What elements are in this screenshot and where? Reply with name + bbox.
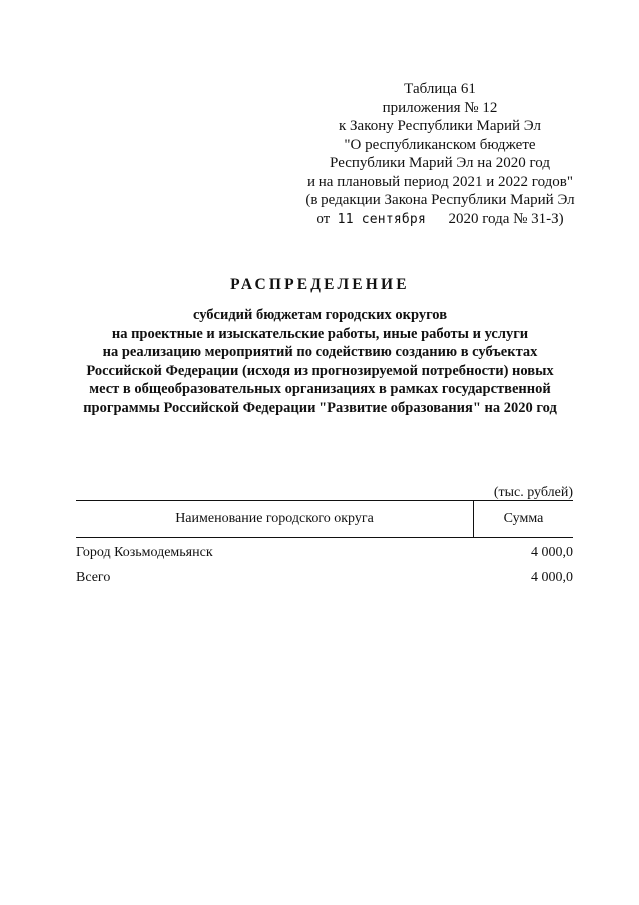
total-label: Всего xyxy=(76,570,111,585)
header-line-edition: (в редакции Закона Республики Марий Эл xyxy=(305,192,575,208)
row-sum: 4 000,0 xyxy=(531,545,573,560)
title-line: на реализацию мероприятий по содействию созданию в субъектах xyxy=(102,344,538,360)
header-line-law: к Закону Республики Марий Эл xyxy=(338,118,541,134)
header-line-republic: Республики Марий Эл на 2020 год xyxy=(330,155,550,171)
row-district-name: Город Козьмодемьянск xyxy=(76,545,213,560)
title-line: Российской Федерации (исходя из прогнозируемой потребности) новых xyxy=(86,362,554,379)
header-line-budget: "О республиканском бюджете xyxy=(344,136,536,153)
document-title xyxy=(60,276,580,417)
column-header-district-name: Наименование городского округа xyxy=(76,501,474,537)
table-row xyxy=(76,545,573,561)
units-label: (тыс. рублей) xyxy=(493,485,573,500)
date-prefix: от xyxy=(316,210,331,227)
table-row-total xyxy=(76,570,573,586)
title-line: субсидий бюджетам городских округов xyxy=(192,307,448,323)
total-sum: 4 000,0 xyxy=(531,570,573,585)
header-line-date xyxy=(290,210,590,230)
title-heading: РАСПРЕДЕЛЕНИЕ xyxy=(230,276,410,293)
header-line-appendix: приложения № 12 xyxy=(382,99,498,116)
date-suffix: 2020 года № 31-З) xyxy=(448,210,564,227)
title-line: программы Российской Федерации "Развитие образования" на 2020 год xyxy=(83,399,557,416)
title-line: на проектные и изыскательские работы, иные работы и услуги xyxy=(111,325,529,342)
title-line: мест в общеобразовательных организациях в рамках государственной xyxy=(89,381,551,397)
header-line-planning-period: и на плановый период 2021 и 2022 годов" xyxy=(307,173,573,190)
date-stamp: 11 сентября xyxy=(337,211,426,227)
header-line-table-number: Таблица 61 xyxy=(404,81,476,97)
title-description xyxy=(60,306,580,417)
appendix-header xyxy=(290,80,590,229)
column-header-sum: Сумма xyxy=(503,511,544,526)
table-header xyxy=(76,500,573,538)
